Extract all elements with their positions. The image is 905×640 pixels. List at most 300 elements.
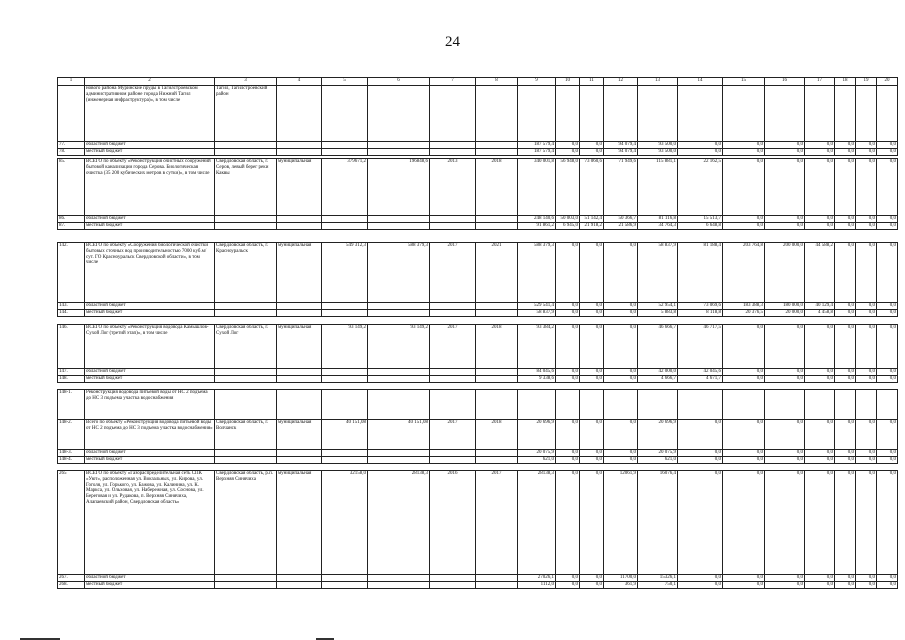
value-c13: 750,1 (638, 582, 678, 589)
row-number: 268. (58, 582, 85, 589)
value-c8: 2018 (476, 420, 518, 450)
value-c6: 28138,3 (368, 471, 430, 575)
ownership-type (277, 310, 322, 317)
value-c20: 0,0 (877, 369, 898, 376)
value-c17: 0,0 (805, 369, 835, 376)
row-number: 148-3. (58, 450, 85, 457)
value-c15: 0,0 (723, 142, 765, 149)
value-c14: 73 069,6 (678, 303, 723, 310)
value-c13: 621,0 (638, 457, 678, 464)
value-c15: 0,0 (723, 369, 765, 376)
value-c16: 0,0 (765, 420, 805, 450)
value-c13: 93 500,0 (638, 149, 678, 156)
value-c8: 2021 (476, 243, 518, 303)
object-location: Свердловская область, г. Красноуральск (215, 243, 277, 303)
value-c14: 22 162,5 (678, 159, 723, 216)
value-c5 (322, 86, 368, 142)
column-number: 8 (476, 78, 518, 86)
object-location (215, 310, 277, 317)
value-c12: 94 079,4 (604, 142, 638, 149)
value-c19: 0,0 (856, 310, 877, 317)
value-c17 (805, 390, 835, 420)
value-c9: 58 837,9 (518, 310, 556, 317)
value-c15: 0,0 (723, 325, 765, 369)
value-c5 (322, 457, 368, 464)
row-number: 87. (58, 223, 85, 230)
ownership-type (277, 390, 322, 420)
ownership-type (277, 450, 322, 457)
value-c15: 203 764,8 (723, 243, 765, 303)
value-c20: 0,0 (877, 159, 898, 216)
object-row (58, 86, 898, 142)
value-c10: 0,0 (556, 303, 580, 310)
value-c9 (518, 86, 556, 142)
value-c13: 81 116,8 (638, 216, 678, 223)
value-c18: 0,0 (835, 303, 856, 310)
budget-row (58, 142, 898, 149)
value-c20: 0,0 (877, 216, 898, 223)
value-c9: 27026,1 (518, 575, 556, 582)
value-c18: 0,0 (835, 582, 856, 589)
column-number: 6 (368, 78, 430, 86)
value-c9: 93 384,2 (518, 325, 556, 369)
column-number: 20 (877, 78, 898, 86)
budget-row (58, 376, 898, 383)
value-c19: 0,0 (856, 471, 877, 575)
value-c5 (322, 216, 368, 223)
value-c19: 0,0 (856, 575, 877, 582)
column-number: 10 (556, 78, 580, 86)
value-c9: 187 579,4 (518, 149, 556, 156)
value-c6 (368, 390, 430, 420)
value-c12: 361,9 (604, 582, 638, 589)
value-c20: 0,0 (877, 149, 898, 156)
value-c10: 0,0 (556, 310, 580, 317)
value-c5 (322, 303, 368, 310)
column-number: 3 (215, 78, 277, 86)
value-c5 (322, 450, 368, 457)
column-number: 5 (322, 78, 368, 86)
value-c7 (430, 303, 476, 310)
value-c18: 0,0 (835, 450, 856, 457)
object-name: местный бюджет (85, 223, 215, 230)
value-c18: 0,0 (835, 457, 856, 464)
value-c13: 20 075,9 (638, 450, 678, 457)
value-c13: 46 666,7 (638, 325, 678, 369)
value-c14: 0,0 (678, 575, 723, 582)
budget-row (58, 303, 898, 310)
value-c15: 0,0 (723, 450, 765, 457)
value-c5: 549 312,3 (322, 243, 368, 303)
value-c14: 0,0 (678, 582, 723, 589)
value-c10 (556, 86, 580, 142)
value-c16: 0,0 (765, 216, 805, 223)
value-c12: 0,0 (604, 303, 638, 310)
value-c8 (476, 86, 518, 142)
value-c9: 28138,3 (518, 471, 556, 575)
column-number: 15 (723, 78, 765, 86)
ownership-type (277, 575, 322, 582)
value-c19: 0,0 (856, 450, 877, 457)
value-c12: 11700,0 (604, 575, 638, 582)
value-c15 (723, 390, 765, 420)
value-c14: 42 045,6 (678, 369, 723, 376)
object-name: областной бюджет (85, 142, 215, 149)
value-c14: 6 648,8 (678, 223, 723, 230)
row-number: 86. (58, 216, 85, 223)
value-c13: 42 000,0 (638, 369, 678, 376)
value-c6 (368, 142, 430, 149)
value-c20: 0,0 (877, 310, 898, 317)
value-c8 (476, 450, 518, 457)
column-number: 14 (678, 78, 723, 86)
value-c19 (856, 390, 877, 420)
value-c10: 0,0 (556, 457, 580, 464)
value-c18 (835, 390, 856, 420)
value-c9: 9 338,6 (518, 376, 556, 383)
value-c11: 0,0 (580, 310, 604, 317)
value-c10: 6 945,0 (556, 223, 580, 230)
column-number: 16 (765, 78, 805, 86)
value-c16 (765, 86, 805, 142)
column-number: 17 (805, 78, 835, 86)
value-c18: 0,0 (835, 420, 856, 450)
value-c6: 40 151,08 (368, 420, 430, 450)
value-c8 (476, 390, 518, 420)
value-c5: 93 149,2 (322, 325, 368, 369)
ownership-type (277, 376, 322, 383)
value-c9: 529 541,4 (518, 303, 556, 310)
ownership-type (277, 369, 322, 376)
page-number: 24 (445, 34, 460, 50)
value-c19: 0,0 (856, 376, 877, 383)
value-c12: 21 586,9 (604, 223, 638, 230)
value-c11: 0,0 (580, 376, 604, 383)
budget-row (58, 457, 898, 464)
value-c8 (476, 310, 518, 317)
value-c6 (368, 310, 430, 317)
value-c15: 183 388,3 (723, 303, 765, 310)
value-c18: 0,0 (835, 471, 856, 575)
value-c7: 2017 (430, 243, 476, 303)
value-c6 (368, 223, 430, 230)
row-number: 148-4. (58, 457, 85, 464)
value-c17: 0,0 (805, 471, 835, 575)
budget-row (58, 582, 898, 589)
object-row (58, 159, 898, 216)
value-c12: 0,0 (604, 376, 638, 383)
value-c12: 0,0 (604, 457, 638, 464)
value-c14 (678, 86, 723, 142)
value-c17: 0,0 (805, 142, 835, 149)
object-location (215, 142, 277, 149)
object-name: местный бюджет (85, 582, 215, 589)
value-c7 (430, 223, 476, 230)
object-name: местный бюджет (85, 457, 215, 464)
value-c6: 588 379,3 (368, 243, 430, 303)
value-c5: 32158,0 (322, 471, 368, 575)
value-c11: 0,0 (580, 457, 604, 464)
value-c8 (476, 149, 518, 156)
value-c14: 81 188,4 (678, 243, 723, 303)
ownership-type: муниципальная (277, 159, 322, 216)
row-number: 147. (58, 369, 85, 376)
value-c12: 0,0 (604, 420, 638, 450)
value-c17: 44 588,2 (805, 243, 835, 303)
table-section (57, 242, 898, 317)
value-c6 (368, 376, 430, 383)
value-c17: 0,0 (805, 420, 835, 450)
object-name: ВСЕГО по объекту «Сооружения биологической очистки бытовых сточных вод производительностью 7000 куб.м/сут. ГО Красноуральск Свердловской области», в том числе (85, 243, 215, 303)
object-name: областной бюджет (85, 575, 215, 582)
value-c17: 0,0 (805, 223, 835, 230)
value-c18: 0,0 (835, 243, 856, 303)
column-number: 7 (430, 78, 476, 86)
ownership-type (277, 149, 322, 156)
value-c9: 84 045,6 (518, 369, 556, 376)
value-c20 (877, 86, 898, 142)
object-name: местный бюджет (85, 310, 215, 317)
budget-row (58, 450, 898, 457)
value-c14: 0,0 (678, 471, 723, 575)
value-c17: 0,0 (805, 376, 835, 383)
value-c16: 0,0 (765, 575, 805, 582)
object-name: областной бюджет (85, 369, 215, 376)
value-c8 (476, 303, 518, 310)
value-c5 (322, 369, 368, 376)
row-number: 142. (58, 243, 85, 303)
object-name: ВСЕГО по объекту «Реконструкция очистных сооружений бытовой канализации города Серова. Биологическая очистка (35 200 кубических метров в сутки)», в том числе (85, 159, 215, 216)
value-c9: 621,0 (518, 457, 556, 464)
ownership-type (277, 142, 322, 149)
value-c13: 4 666,7 (638, 376, 678, 383)
object-location (215, 369, 277, 376)
value-c11: 0,0 (580, 471, 604, 575)
value-c19: 0,0 (856, 223, 877, 230)
value-c7 (430, 575, 476, 582)
value-c20: 0,0 (877, 420, 898, 450)
value-c12: 12061,9 (604, 471, 638, 575)
budget-row (58, 149, 898, 156)
object-location (215, 149, 277, 156)
object-location (215, 582, 277, 589)
column-number: 13 (638, 78, 678, 86)
value-c12: 0,0 (604, 369, 638, 376)
value-c5: 379671,2 (322, 159, 368, 216)
object-row (58, 325, 898, 369)
value-c10: 0,0 (556, 325, 580, 369)
value-c10: 0,0 (556, 471, 580, 575)
row-number: 148-2. (58, 420, 85, 450)
object-location (215, 376, 277, 383)
column-header-row (58, 78, 898, 86)
value-c19: 0,0 (856, 369, 877, 376)
value-c10: 56 948,0 (556, 159, 580, 216)
value-c10: 0,0 (556, 376, 580, 383)
object-name: Реконструкция водовода питьевой воды от НС 2 подъема до НС 3 подъема участка водоснабжения (85, 390, 215, 420)
column-number: 11 (580, 78, 604, 86)
value-c11: 0,0 (580, 369, 604, 376)
row-number: 265 (58, 471, 85, 575)
value-c7 (430, 216, 476, 223)
budget-row (58, 216, 898, 223)
object-name: местный бюджет (85, 376, 215, 383)
object-location (215, 303, 277, 310)
value-c5 (322, 376, 368, 383)
table-section (57, 389, 898, 464)
object-location (215, 457, 277, 464)
object-location: Тагил, Тагилстроевский район (215, 86, 277, 142)
value-c5 (322, 390, 368, 420)
value-c17: 0,0 (805, 149, 835, 156)
object-name: нового района Муринские пруды в Тагилстроевском административном районе города Нижний Тагил (инженерная инфраструктура)», в том числе (85, 86, 215, 142)
object-name: областной бюджет (85, 303, 215, 310)
value-c9: 588 379,3 (518, 243, 556, 303)
value-c16: 0,0 (765, 471, 805, 575)
value-c9: 187 579,4 (518, 142, 556, 149)
value-c16: 0,0 (765, 457, 805, 464)
ownership-type (277, 457, 322, 464)
object-row (58, 390, 898, 420)
row-number: 148-1. (58, 390, 85, 420)
value-c17: 0,0 (805, 450, 835, 457)
value-c5 (322, 149, 368, 156)
object-row (58, 471, 898, 575)
value-c10: 50 003,0 (556, 216, 580, 223)
value-c20: 0,0 (877, 223, 898, 230)
value-c11: 0,0 (580, 450, 604, 457)
value-c6 (368, 149, 430, 156)
object-name: областной бюджет (85, 450, 215, 457)
value-c6 (368, 303, 430, 310)
row-number: 144. (58, 310, 85, 317)
row-number: 78. (58, 149, 85, 156)
row-number: 146. (58, 325, 85, 369)
value-c10 (556, 390, 580, 420)
object-location (215, 575, 277, 582)
value-c18: 0,0 (835, 223, 856, 230)
value-c8 (476, 376, 518, 383)
value-c20: 0,0 (877, 243, 898, 303)
value-c7 (430, 86, 476, 142)
value-c7 (430, 149, 476, 156)
value-c16: 20 000,0 (765, 310, 805, 317)
value-c8 (476, 142, 518, 149)
ownership-type: муниципальная (277, 243, 322, 303)
value-c8 (476, 457, 518, 464)
value-c8 (476, 216, 518, 223)
value-c8 (476, 575, 518, 582)
value-c8: 2017 (476, 471, 518, 575)
value-c6 (368, 369, 430, 376)
value-c10: 0,0 (556, 575, 580, 582)
value-c7: 2013 (430, 159, 476, 216)
value-c18: 0,0 (835, 575, 856, 582)
budget-row (58, 223, 898, 230)
value-c7: 2017 (430, 420, 476, 450)
value-c10: 0,0 (556, 582, 580, 589)
value-c13: 58 837,9 (638, 243, 678, 303)
value-c6 (368, 216, 430, 223)
value-c17: 0,0 (805, 582, 835, 589)
value-c7 (430, 142, 476, 149)
object-name: Всего по объекту «Реконструкция водовода питьевой воды от НС 2 подъема до НС 3 подъема участка водоснабжения» (85, 420, 215, 450)
column-number: 9 (518, 78, 556, 86)
value-c5 (322, 310, 368, 317)
value-c17: 40 129,4 (805, 303, 835, 310)
value-c11 (580, 86, 604, 142)
value-c10: 0,0 (556, 243, 580, 303)
row-number: 143. (58, 303, 85, 310)
column-number: 1 (58, 78, 85, 86)
value-c14: 8 118,8 (678, 310, 723, 317)
value-c6 (368, 457, 430, 464)
value-c16: 0,0 (765, 369, 805, 376)
object-location: Свердловская область, г. Серов, левый берег реки Каквы (215, 159, 277, 216)
value-c11: 0,0 (580, 142, 604, 149)
row-number: 77. (58, 142, 85, 149)
value-c18: 0,0 (835, 369, 856, 376)
value-c20: 0,0 (877, 450, 898, 457)
value-c16: 200 000,0 (765, 243, 805, 303)
value-c14: 0,0 (678, 420, 723, 450)
value-c19: 0,0 (856, 159, 877, 216)
value-c11: 0,0 (580, 303, 604, 310)
object-name: ВСЕГО по объекту «Реконструкция водовода Камышлов-Сухой Лог (третий этап)», в том числе (85, 325, 215, 369)
table-section (57, 470, 898, 589)
value-c8 (476, 369, 518, 376)
value-c12: 94 079,4 (604, 149, 638, 156)
value-c12: 50 366,7 (604, 216, 638, 223)
value-c11: 73 060,6 (580, 159, 604, 216)
value-c6 (368, 575, 430, 582)
value-c19: 0,0 (856, 303, 877, 310)
value-c7 (430, 310, 476, 317)
value-c15: 0,0 (723, 457, 765, 464)
value-c13: 52 954,1 (638, 303, 678, 310)
value-c18 (835, 86, 856, 142)
value-c15: 20 376,5 (723, 310, 765, 317)
table-section (57, 77, 898, 156)
value-c17: 0,0 (805, 575, 835, 582)
column-number: 18 (835, 78, 856, 86)
object-location (215, 390, 277, 420)
value-c12 (604, 390, 638, 420)
value-c20: 0,0 (877, 457, 898, 464)
value-c10: 0,0 (556, 450, 580, 457)
ownership-type (277, 303, 322, 310)
value-c14: 0,0 (678, 149, 723, 156)
value-c12: 0,0 (604, 310, 638, 317)
value-c19: 0,0 (856, 149, 877, 156)
value-c19: 0,0 (856, 243, 877, 303)
value-c12: 71 949,6 (604, 159, 638, 216)
value-c14: 0,0 (678, 142, 723, 149)
value-c11: 0,0 (580, 575, 604, 582)
value-c7 (430, 390, 476, 420)
value-c17: 0,0 (805, 457, 835, 464)
value-c13: 5 883,8 (638, 310, 678, 317)
value-c7 (430, 369, 476, 376)
object-location: Свердловская область, р.п. Верхняя Синячиха (215, 471, 277, 575)
ownership-type: муниципальная (277, 471, 322, 575)
value-c9: 91 861,2 (518, 223, 556, 230)
value-c16: 0,0 (765, 149, 805, 156)
value-c19: 0,0 (856, 457, 877, 464)
value-c15: 0,0 (723, 471, 765, 575)
row-number: 267. (58, 575, 85, 582)
table-section (57, 324, 898, 383)
